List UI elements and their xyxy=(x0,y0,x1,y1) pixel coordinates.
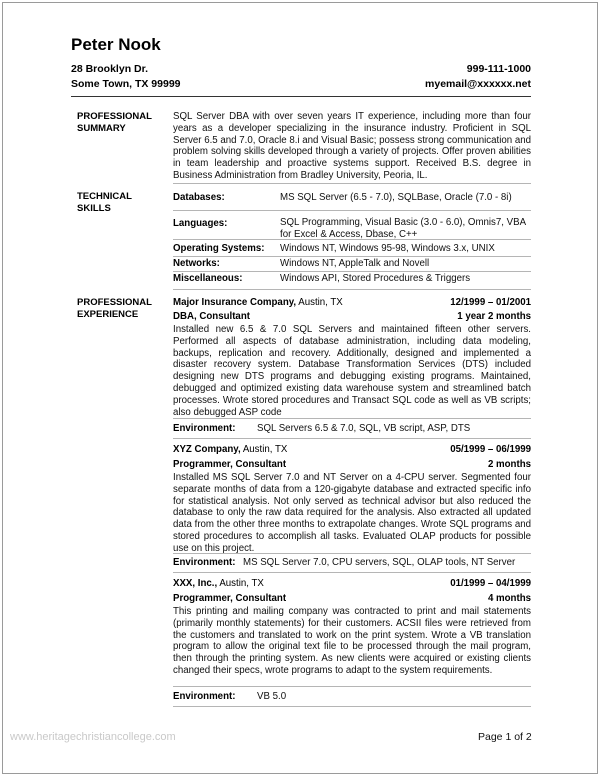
skill-value-miscellaneous: Windows API, Stored Procedures & Triggers xyxy=(280,273,471,284)
skills-bottom-divider xyxy=(173,289,531,290)
skill-label-networks: Networks: xyxy=(173,258,220,269)
address-line-1: 28 Brooklyn Dr. xyxy=(71,63,149,75)
job-company: XYZ Company, xyxy=(173,444,241,455)
job-title: DBA, Consultant xyxy=(173,311,250,322)
job-title-row xyxy=(173,593,531,604)
job-env-label: Environment: xyxy=(173,423,236,434)
job-company: XXX, Inc., xyxy=(173,578,218,589)
skills-heading xyxy=(77,191,167,215)
job-bottom-divider xyxy=(173,572,531,573)
job-description: Installed new 6.5 & 7.0 SQL Servers and maintained fifteen other servers. Performed all aspects of database administration, including data modeling, backups, replication and recovery. Additionally, designed and implemented a disaster recovery system. Database Transformation Services (DTS) included designing new DTS programs and debugging existing programs. Maintained, debugged and optimized existing data warehouse system and streamlined batch processes. Wrote stored procedures and Transact SQL code as well as VB scripts; also debugged ASP code xyxy=(173,324,531,418)
job-env-value: MS SQL Server 7.0, CPU servers, SQL, OLAP tools, NT Server xyxy=(243,557,516,568)
experience-heading-line-1: PROFESSIONAL xyxy=(77,297,152,308)
job-title-row xyxy=(173,311,531,322)
address-line-2: Some Town, TX 99999 xyxy=(71,78,181,90)
email-address[interactable]: myemail@xxxxxx.net xyxy=(425,78,531,90)
summary-text: SQL Server DBA with over seven years IT experience, including more than four years as a developer specializing in the insurance industry. Proficient in SQL Server 6.5 and 7.0, Oracle 8.i and Visual Basic; possess strong communication and problem solving skills developed through a variety of projects. Offer proven abilities in team leadership and proactive systems support. Received B.S. degree in Business Administration from Bradley University, Peoria, IL. xyxy=(173,111,531,181)
job-title: Programmer, Consultant xyxy=(173,459,287,470)
experience-heading-line-2: EXPERIENCE xyxy=(77,309,139,320)
job-dates: 05/1999 – 06/1999 xyxy=(450,444,531,455)
job-env-value: VB 5.0 xyxy=(257,691,287,702)
skill-label-databases: Databases: xyxy=(173,192,225,203)
job-description: This printing and mailing company was contracted to print and mail statements (primarily monthly statements) for their customers. ACSII files were retrieved from the customers and translated to work on the print system. Wrote a VB translation program to allow the original text file to be processed through the mail program, then through the printing system. As new clients were acquired or existing clients changed their specs, wrote programs to adapt to the system requirements. xyxy=(173,606,531,676)
skill-value-languages: SQL Programming, Visual Basic (3.0 - 6.0), Omnis7, VBA for Excel & Access, Dbase, C++ xyxy=(280,217,526,240)
skill-row-divider xyxy=(173,210,531,211)
job-dates: 01/1999 – 04/1999 xyxy=(450,578,531,589)
skills-heading-line-2: SKILLS xyxy=(77,203,111,214)
job-env-value: SQL Servers 6.5 & 7.0, SQL, VB script, ASP, DTS xyxy=(257,423,471,434)
job-location: Austin, TX xyxy=(240,444,288,455)
skill-label-miscellaneous: Miscellaneous: xyxy=(173,273,243,284)
page-number: Page 1 of 2 xyxy=(478,731,532,743)
job-header xyxy=(173,444,531,455)
job-dates: 12/1999 – 01/2001 xyxy=(450,297,531,308)
job-duration: 1 year 2 months xyxy=(457,311,531,322)
job-duration: 2 months xyxy=(487,459,531,470)
skills-divider xyxy=(173,183,531,184)
job-duration: 4 months xyxy=(487,593,531,604)
summary-heading xyxy=(77,111,167,135)
skill-row-divider xyxy=(173,256,531,257)
job-company: Major Insurance Company, xyxy=(173,297,297,308)
job-description: Installed MS SQL Server 7.0 and NT Server on a 4-CPU server. Segmented four separate months of data from a 120-gigabyte database and extracted specific info for statistical analysis. Not only served as technical advisor but also reduced the database to only the raw data required for the analysis. Also extracted all updated data from the other three months to extrapolate changes. Wrote SQL programs and stored procedures to accomplish all tasks. Evaluated OLAP products for possible use on this project. xyxy=(173,472,531,554)
watermark: www.heritagechristiancollege.com xyxy=(10,731,176,743)
job-title: Programmer, Consultant xyxy=(173,593,287,604)
job-header xyxy=(173,578,531,589)
skill-label-languages: Languages: xyxy=(173,218,228,229)
summary-heading-line-1: PROFESSIONAL xyxy=(77,111,152,122)
skill-value-networks: Windows NT, AppleTalk and Novell xyxy=(280,258,430,269)
skill-value-operating-systems: Windows NT, Windows 95-98, Windows 3.x, UNIX xyxy=(280,243,495,254)
job-env-divider xyxy=(173,553,531,554)
job-location: Austin, TX xyxy=(296,297,343,308)
job-env-divider xyxy=(173,418,531,419)
job-header xyxy=(173,297,531,308)
skill-value-databases: MS SQL Server (6.5 - 7.0), SQLBase, Oracle (7.0 - 8i) xyxy=(280,192,512,203)
job-title-row xyxy=(173,459,531,470)
job-location: Austin, TX xyxy=(217,578,264,589)
experience-heading xyxy=(77,297,167,321)
skill-row-divider xyxy=(173,271,531,272)
candidate-name: Peter Nook xyxy=(71,35,161,54)
job-env-label: Environment: xyxy=(173,557,236,568)
summary-heading-line-2: SUMMARY xyxy=(77,123,126,134)
skills-heading-line-1: TECHNICAL xyxy=(77,191,132,202)
job-env-label: Environment: xyxy=(173,691,236,702)
skill-row-divider xyxy=(173,239,531,240)
job-env-divider xyxy=(173,686,531,687)
job-bottom-divider xyxy=(173,706,531,707)
phone-number: 999-111-1000 xyxy=(466,63,531,75)
header-divider xyxy=(71,96,531,97)
skill-label-operating-systems: Operating Systems: xyxy=(173,243,265,254)
job-bottom-divider xyxy=(173,438,531,439)
